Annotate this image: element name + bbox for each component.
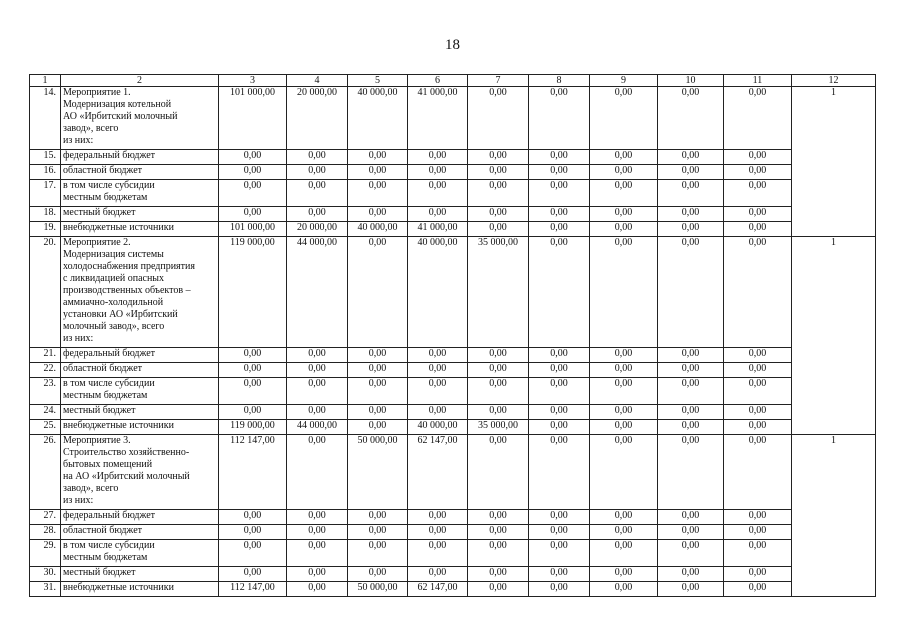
value-cell: 0,00: [590, 87, 658, 150]
value-cell: 0,00: [590, 435, 658, 510]
row-name: внебюджетные источники: [61, 420, 219, 435]
value-cell: 0,00: [468, 222, 529, 237]
value-cell: 0,00: [590, 510, 658, 525]
column-number-cell: 5: [348, 75, 408, 87]
value-cell: 0,00: [219, 510, 287, 525]
value-cell: 0,00: [658, 405, 724, 420]
table-row: [30, 180, 876, 207]
value-cell: 0,00: [348, 540, 408, 567]
value-cell: 0,00: [590, 237, 658, 348]
value-cell: 0,00: [590, 207, 658, 222]
value-cell: 0,00: [287, 567, 348, 582]
value-cell: 119 000,00: [219, 237, 287, 348]
target-indicator-cell: 1: [792, 237, 876, 435]
value-cell: 0,00: [529, 165, 590, 180]
value-cell: 0,00: [219, 525, 287, 540]
value-cell: 0,00: [658, 87, 724, 150]
value-cell: 0,00: [724, 435, 792, 510]
row-number: 24.: [30, 405, 61, 420]
row-number: 21.: [30, 348, 61, 363]
value-cell: 0,00: [724, 405, 792, 420]
value-cell: 0,00: [590, 363, 658, 378]
value-cell: 62 147,00: [408, 582, 468, 597]
value-cell: 0,00: [468, 405, 529, 420]
value-cell: 0,00: [724, 567, 792, 582]
row-number: 25.: [30, 420, 61, 435]
value-cell: 0,00: [658, 165, 724, 180]
value-cell: 0,00: [724, 180, 792, 207]
value-cell: 0,00: [590, 525, 658, 540]
table-row: [30, 87, 876, 150]
row-name: внебюджетные источники: [61, 222, 219, 237]
value-cell: 0,00: [529, 348, 590, 363]
value-cell: 0,00: [529, 180, 590, 207]
value-cell: 0,00: [348, 405, 408, 420]
value-cell: 0,00: [590, 348, 658, 363]
row-name: внебюджетные источники: [61, 582, 219, 597]
row-number: 28.: [30, 525, 61, 540]
column-number-row: [30, 75, 876, 87]
value-cell: 44 000,00: [287, 237, 348, 348]
value-cell: 0,00: [287, 540, 348, 567]
value-cell: 0,00: [658, 567, 724, 582]
value-cell: 0,00: [348, 150, 408, 165]
value-cell: 0,00: [529, 378, 590, 405]
value-cell: 0,00: [219, 405, 287, 420]
value-cell: 44 000,00: [287, 420, 348, 435]
value-cell: 0,00: [724, 348, 792, 363]
value-cell: 20 000,00: [287, 87, 348, 150]
value-cell: 0,00: [529, 435, 590, 510]
value-cell: 0,00: [219, 207, 287, 222]
value-cell: 0,00: [287, 435, 348, 510]
value-cell: 0,00: [468, 510, 529, 525]
value-cell: 0,00: [590, 405, 658, 420]
value-cell: 0,00: [658, 348, 724, 363]
row-number: 14.: [30, 87, 61, 150]
table-body: [30, 75, 876, 597]
value-cell: 41 000,00: [408, 87, 468, 150]
value-cell: 119 000,00: [219, 420, 287, 435]
column-number-cell: 3: [219, 75, 287, 87]
value-cell: 0,00: [468, 87, 529, 150]
table-row: [30, 405, 876, 420]
table-row: [30, 510, 876, 525]
value-cell: 0,00: [724, 237, 792, 348]
value-cell: 0,00: [590, 378, 658, 405]
row-name: местный бюджет: [61, 207, 219, 222]
value-cell: 0,00: [287, 363, 348, 378]
value-cell: 0,00: [219, 165, 287, 180]
value-cell: 0,00: [287, 525, 348, 540]
value-cell: 40 000,00: [408, 237, 468, 348]
row-name: федеральный бюджет: [61, 150, 219, 165]
value-cell: 0,00: [468, 363, 529, 378]
value-cell: 0,00: [529, 525, 590, 540]
value-cell: 0,00: [724, 582, 792, 597]
value-cell: 0,00: [219, 540, 287, 567]
value-cell: 0,00: [468, 567, 529, 582]
table-row: [30, 150, 876, 165]
value-cell: 0,00: [724, 378, 792, 405]
value-cell: 0,00: [287, 207, 348, 222]
value-cell: 0,00: [529, 405, 590, 420]
row-name: областной бюджет: [61, 165, 219, 180]
column-number-cell: 12: [792, 75, 876, 87]
value-cell: 0,00: [658, 363, 724, 378]
value-cell: 20 000,00: [287, 222, 348, 237]
row-name: Мероприятие 1. Модернизация котельной АО «Ирбитский молочный завод», всего из них:: [61, 87, 219, 150]
column-number-cell: 2: [61, 75, 219, 87]
value-cell: 0,00: [529, 540, 590, 567]
value-cell: 0,00: [468, 435, 529, 510]
value-cell: 0,00: [408, 180, 468, 207]
row-number: 15.: [30, 150, 61, 165]
value-cell: 62 147,00: [408, 435, 468, 510]
value-cell: 41 000,00: [408, 222, 468, 237]
value-cell: 0,00: [658, 540, 724, 567]
value-cell: 40 000,00: [348, 87, 408, 150]
value-cell: 0,00: [408, 540, 468, 567]
value-cell: 0,00: [468, 165, 529, 180]
value-cell: 0,00: [468, 378, 529, 405]
value-cell: 0,00: [408, 348, 468, 363]
table-row: [30, 420, 876, 435]
value-cell: 0,00: [348, 567, 408, 582]
row-name: Мероприятие 2. Модернизация системы холодоснабжения предприятия с ликвидацией опасных производственных объектов – аммиачно-холодильной установки АО «Ирбитский молочный завод», всего из них:: [61, 237, 219, 348]
value-cell: 0,00: [529, 420, 590, 435]
table-row: [30, 567, 876, 582]
value-cell: 0,00: [287, 180, 348, 207]
value-cell: 0,00: [529, 510, 590, 525]
value-cell: 112 147,00: [219, 582, 287, 597]
value-cell: 0,00: [348, 363, 408, 378]
value-cell: 0,00: [658, 222, 724, 237]
value-cell: 0,00: [590, 567, 658, 582]
row-name: областной бюджет: [61, 525, 219, 540]
value-cell: 0,00: [408, 207, 468, 222]
value-cell: 0,00: [348, 165, 408, 180]
value-cell: 0,00: [348, 378, 408, 405]
value-cell: 0,00: [590, 180, 658, 207]
row-name: в том числе субсидии местным бюджетам: [61, 180, 219, 207]
value-cell: 0,00: [724, 525, 792, 540]
value-cell: 0,00: [287, 405, 348, 420]
value-cell: 0,00: [468, 207, 529, 222]
value-cell: 0,00: [724, 420, 792, 435]
value-cell: 0,00: [408, 378, 468, 405]
value-cell: 0,00: [287, 378, 348, 405]
target-indicator-cell: 1: [792, 87, 876, 237]
value-cell: 0,00: [658, 435, 724, 510]
column-number-cell: 9: [590, 75, 658, 87]
row-number: 19.: [30, 222, 61, 237]
row-number: 27.: [30, 510, 61, 525]
value-cell: 50 000,00: [348, 435, 408, 510]
value-cell: 0,00: [287, 582, 348, 597]
value-cell: 0,00: [724, 222, 792, 237]
row-number: 30.: [30, 567, 61, 582]
value-cell: 0,00: [348, 237, 408, 348]
value-cell: 0,00: [468, 540, 529, 567]
value-cell: 35 000,00: [468, 420, 529, 435]
column-number-cell: 1: [30, 75, 61, 87]
value-cell: 0,00: [468, 180, 529, 207]
table-row: [30, 165, 876, 180]
value-cell: 0,00: [529, 363, 590, 378]
value-cell: 40 000,00: [348, 222, 408, 237]
value-cell: 0,00: [219, 348, 287, 363]
value-cell: 0,00: [529, 222, 590, 237]
value-cell: 0,00: [658, 207, 724, 222]
value-cell: 0,00: [658, 180, 724, 207]
value-cell: 0,00: [287, 510, 348, 525]
column-number-cell: 8: [529, 75, 590, 87]
value-cell: 0,00: [219, 150, 287, 165]
value-cell: 0,00: [724, 540, 792, 567]
table-row: [30, 348, 876, 363]
value-cell: 0,00: [287, 348, 348, 363]
row-name: в том числе субсидии местным бюджетам: [61, 378, 219, 405]
value-cell: 0,00: [348, 180, 408, 207]
value-cell: 0,00: [590, 420, 658, 435]
value-cell: 0,00: [287, 150, 348, 165]
row-number: 29.: [30, 540, 61, 567]
value-cell: 0,00: [348, 207, 408, 222]
value-cell: 0,00: [590, 150, 658, 165]
value-cell: 0,00: [408, 363, 468, 378]
row-name: в том числе субсидии местным бюджетам: [61, 540, 219, 567]
value-cell: 0,00: [529, 150, 590, 165]
value-cell: 0,00: [658, 378, 724, 405]
value-cell: 101 000,00: [219, 222, 287, 237]
table-row: [30, 363, 876, 378]
row-name: федеральный бюджет: [61, 348, 219, 363]
row-number: 17.: [30, 180, 61, 207]
value-cell: 0,00: [590, 222, 658, 237]
table-row: [30, 222, 876, 237]
column-number-cell: 6: [408, 75, 468, 87]
row-number: 18.: [30, 207, 61, 222]
value-cell: 0,00: [348, 525, 408, 540]
value-cell: 0,00: [219, 567, 287, 582]
row-number: 16.: [30, 165, 61, 180]
row-number: 26.: [30, 435, 61, 510]
table-row: [30, 540, 876, 567]
value-cell: 0,00: [219, 180, 287, 207]
target-indicator-cell: 1: [792, 435, 876, 597]
column-number-cell: 7: [468, 75, 529, 87]
value-cell: 0,00: [724, 87, 792, 150]
value-cell: 0,00: [408, 525, 468, 540]
value-cell: 50 000,00: [348, 582, 408, 597]
value-cell: 40 000,00: [408, 420, 468, 435]
value-cell: 0,00: [658, 420, 724, 435]
value-cell: 0,00: [348, 510, 408, 525]
row-number: 31.: [30, 582, 61, 597]
table-row: [30, 525, 876, 540]
table-row: [30, 237, 876, 348]
value-cell: 0,00: [529, 567, 590, 582]
value-cell: 0,00: [529, 237, 590, 348]
value-cell: 0,00: [408, 165, 468, 180]
value-cell: 0,00: [468, 150, 529, 165]
row-number: 22.: [30, 363, 61, 378]
value-cell: 0,00: [590, 582, 658, 597]
value-cell: 0,00: [590, 165, 658, 180]
value-cell: 0,00: [724, 363, 792, 378]
table-row: [30, 207, 876, 222]
value-cell: 0,00: [658, 582, 724, 597]
column-number-cell: 10: [658, 75, 724, 87]
value-cell: 0,00: [590, 540, 658, 567]
row-name: местный бюджет: [61, 567, 219, 582]
value-cell: 0,00: [724, 207, 792, 222]
value-cell: 0,00: [408, 150, 468, 165]
value-cell: 35 000,00: [468, 237, 529, 348]
table-row: [30, 582, 876, 597]
value-cell: 0,00: [658, 525, 724, 540]
page-number: 18: [445, 37, 460, 53]
value-cell: 112 147,00: [219, 435, 287, 510]
row-name: местный бюджет: [61, 405, 219, 420]
value-cell: 0,00: [287, 165, 348, 180]
column-number-cell: 11: [724, 75, 792, 87]
value-cell: 0,00: [529, 87, 590, 150]
value-cell: 0,00: [529, 207, 590, 222]
value-cell: 0,00: [468, 525, 529, 540]
row-name: областной бюджет: [61, 363, 219, 378]
table-row: [30, 378, 876, 405]
value-cell: 0,00: [658, 150, 724, 165]
value-cell: 0,00: [348, 348, 408, 363]
row-name: федеральный бюджет: [61, 510, 219, 525]
column-number-cell: 4: [287, 75, 348, 87]
value-cell: 0,00: [724, 510, 792, 525]
value-cell: 0,00: [658, 237, 724, 348]
value-cell: 0,00: [529, 582, 590, 597]
row-name: Мероприятие 3. Строительство хозяйственно- бытовых помещений на АО «Ирбитский молочный завод», всего из них:: [61, 435, 219, 510]
value-cell: 0,00: [468, 582, 529, 597]
row-number: 20.: [30, 237, 61, 348]
value-cell: 0,00: [724, 150, 792, 165]
funding-table: [29, 74, 876, 597]
value-cell: 0,00: [219, 378, 287, 405]
value-cell: 0,00: [468, 348, 529, 363]
table-row: [30, 435, 876, 510]
value-cell: 0,00: [658, 510, 724, 525]
value-cell: 0,00: [219, 363, 287, 378]
value-cell: 0,00: [408, 405, 468, 420]
value-cell: 0,00: [408, 567, 468, 582]
value-cell: 0,00: [408, 510, 468, 525]
row-number: 23.: [30, 378, 61, 405]
value-cell: 0,00: [348, 420, 408, 435]
value-cell: 101 000,00: [219, 87, 287, 150]
value-cell: 0,00: [724, 165, 792, 180]
